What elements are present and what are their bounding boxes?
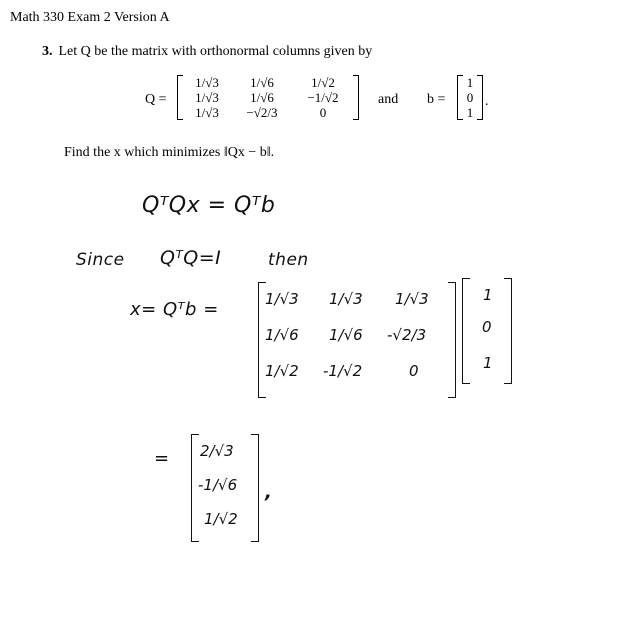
hw-b-cell: 1 [483,354,493,372]
result-cell: 2/√3 [200,442,234,460]
b-cell: 1 [466,75,474,90]
end-mark: , [265,482,273,503]
result-cell: -1/√6 [198,476,238,494]
q-cell: 1/√2 [311,75,335,90]
b-label: b = [427,92,446,107]
b-cell: 0 [466,90,474,105]
then-text: then [268,250,309,270]
hw-b-cell: 1 [483,286,493,304]
qt-cell: -1/√2 [323,362,363,380]
q-cell: 1/√6 [250,75,274,90]
qt-cell: 1/√6 [265,326,299,344]
x-equals: x= Qᵀb = [130,299,219,320]
problem-statement [42,44,372,60]
qt-cell: 1/√6 [329,326,363,344]
q-cell: 1/√3 [195,90,219,105]
q-cell: 1/√6 [250,90,274,105]
qt-cell: 1/√2 [265,362,299,380]
q-matrix [177,75,359,120]
identity-text: QᵀQ=I [160,247,222,269]
q-cell: 1/√3 [195,75,219,90]
q-cell: −√2/3 [246,105,278,120]
q-cell: −1/√2 [307,90,339,105]
result-vector [191,434,259,542]
normal-equation: QᵀQx = Qᵀb [142,193,276,218]
qt-cell: 1/√3 [329,290,363,308]
task-text: Find the x which minimizes ‖Qx − b‖. [64,145,275,160]
b-vector [457,75,483,120]
b-cell: 1 [466,105,474,120]
problem-text: Let Q be the matrix with orthonormal columns given by [58,44,373,59]
result-cell: 1/√2 [204,510,238,528]
and-text: and [378,92,399,107]
qt-cell: 0 [409,362,419,380]
hw-b-cell: 0 [482,318,492,336]
qt-cell: 1/√3 [265,290,299,308]
q-cell: 0 [319,105,327,120]
b-period: . [485,94,489,109]
qt-cell: 1/√3 [395,290,429,308]
exam-header: Math 330 Exam 2 Version A [10,10,170,25]
result-equals: = [154,448,170,469]
q-cell: 1/√3 [195,105,219,120]
since-text: Since [76,250,125,270]
problem-number: 3. [42,44,53,59]
hw-b-vector [462,278,512,384]
qt-matrix [258,282,456,398]
qt-cell: -√2/3 [387,326,427,344]
q-label: Q = [145,92,167,107]
